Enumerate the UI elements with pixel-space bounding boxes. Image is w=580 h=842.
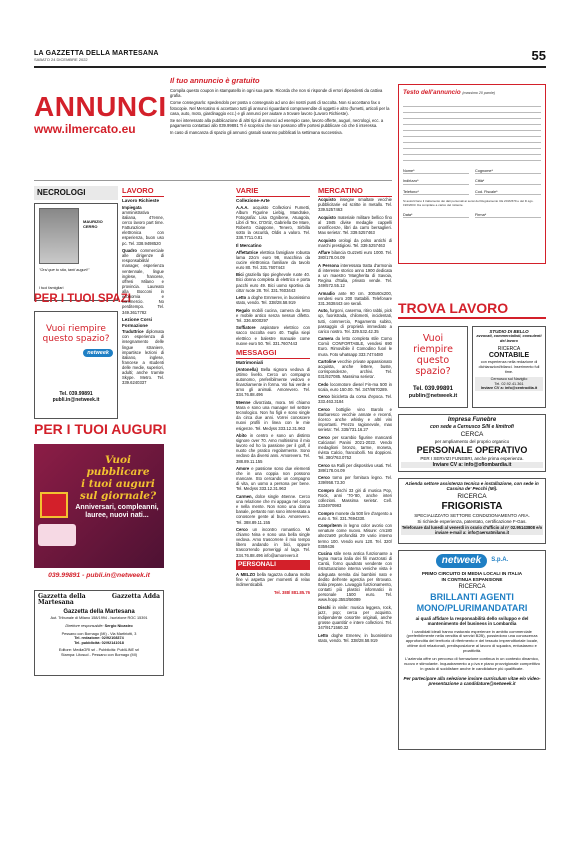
trova-mail[interactable]: publin@netweek.it [408,393,458,399]
funebre-sub: con sede a Cernusco S/N e limitrofi [430,424,514,431]
netweek-role1: BRILLANTI AGENTI [430,591,514,602]
spazi-tel: Tel. 039.99891 [59,391,93,398]
studio-desc: con esperienza nella redazione di dichiarazioni/bilanci. Inserimento full time. [478,360,540,374]
coupon-form [398,84,546,264]
lavoro-sub-lezione: Lezione Corsi Formazione [122,316,153,328]
frigorista-title: Azienda settore assistenza tecnica e installazione, con sede in Cassina de' Pecchi (Mi). [405,481,539,492]
personali-tel: Tel. 388/ 881.85.76 [273,589,310,595]
mercatino-item: Camera da letto completa stile Como Comò CONFORTABLE, vendesi 690 Euro. Rimovibile il Comodino fuori le mura. Foto whatsapp 333.7474480 [318,336,392,357]
frigorista-contact: Telefonare dal lunedì al venerdì in orario d'ufficio al n° 02.95143808 e/o inviare e-mail a: info@aersatmilano.it [401,525,543,536]
intro-p2: Come consegnarlo: spedendolo per posta o consegnalo ad uno dei nostri punti di raccolta. Non si accettano fax o fotocopie. Nel Mercatino si accettano tutti gli annunci riguardanti compravendite di oggetti e altro (fumetti, articoli per la casa, auto, moto, giardinaggio ecc.) e gli annunci per aiutare a trovare lavoro (Lavoro Richieste). [170,100,390,116]
netweek-l1: PRIMO CIRCUITO DI MEDIA LOCALI IN ITALIA [421,571,523,577]
header-rule [34,66,546,68]
mercatino-item: Letto doghe Emerev, in buonissimo stato, vendo. Tel. 338/28.58.919 [318,632,392,643]
lavoro-column [122,186,164,388]
necrologi-section [34,186,118,301]
lavoro-item: Quadro commerciale alle dirigenze di responsabilità/ manager, esperienza ventennale, lingue inglese, francese, offresi Milano e provincia. Laureato alla Bocconi in economia e commercio. No perditempo. Tel. 349.3617782 [122,248,164,315]
trova-lavoro-ad[interactable] [398,326,468,408]
field-codice-fiscale[interactable]: Cod. Fiscale* [475,190,541,196]
mercatino-item: Dischi in vinile: musica leggera, rock, jazz, pop; cerca per acquisto. Indipendente cosortire originali, anche grosse quantità' e intere collezioni. Tel. 347/9171560.32 [318,604,392,631]
section-rule [34,180,392,181]
gazzetta-logo-right: Gazzetta Adda [111,593,160,600]
frigorista-desc2: Si richiede esperienza, patentato, certificazione F-Gas. [417,518,527,524]
auguri-phone: 039.99891 - publi.in@netweek.it [34,568,164,584]
lavoro-item: Impiegata amministrativa italiana, 47enne, cerco lavoro part time. Fatturazione elettronica con esperienza, buon uso pc. Tel. 338.9498520 [122,204,164,246]
varie-item: Affettatrice elettrica famigliare robusta lama 22cm euro 98, macchina da cucire elettronica familiare da tavolo euro 80. Tel. 331.7607443 [236,249,310,270]
annunci-website: www.ilmercato.eu [34,122,136,137]
auguri-line4: Anniversari, compleanni, lauree, nuovi nati... [75,504,159,520]
funebre-desc: per ampliamento del proprio organico [434,439,510,445]
studio-role: CONTABILE [488,351,530,359]
varie-item: Soffiatore aspiratore elettrico con sacco raccolta euro 40. Taglia siepi elettrico e balestre manuale come nuove euro 50. Tel. 331.7607443 [236,325,310,346]
mercatino-item: Cerco per scambio figurine mancanti Calciatori Panini 2021-2022. Vendo medaglioni bronzo, tarme, moneta, rivista Calcio, francobolli. No doppioni. Tel. 380/763.0752 [318,434,392,461]
messaggi-item: Amore e passione sono due elementi che in una coppia non possono mancare. Sto cercando un compagno di vita, un uomo a persona per bene. Tel. Medyss 333.12.31.963 [236,465,310,492]
frigorista-ad [398,478,546,544]
netweek-ricerca: RICERCA [458,584,486,591]
mercatino-item: Cartoline vecchie private appassionato acquista, anche lettere, buste, corrispondenze, archivi. Tel. 031/927085. Massima serieta'. [318,359,392,380]
lavoro-title: LAVORO [122,186,164,197]
gazzetta-box [34,590,164,676]
trova-tel: Tel. 039.99891 [413,385,453,392]
coupon-text-lines[interactable] [403,101,541,161]
mercatino-item: Acquisto insegne smaltate vecchie pubblicitarie ed scritte in metallo. Tel. 339.5257463 [318,197,392,213]
netweek-p2: L'azienda offre un percorso di formazione continua in un contesto dinamico, nuovo e stimolante. Inquadramento a p.iva e piano provvigionale competitivo in grado di soddisfare anche le candidature più qualificate. [404,655,540,671]
gazzetta-addr: Pessano con Bornago (MI) - Via Martiriotti, 3 [61,631,137,636]
mercatino-item: Cucina stile nera antica funzionante a legna marca italia dei fili marzorati di Cantù, forno quadrato vendente con ristrutturazione interna veniche vista è adeguata servita dai bambini nato e dedito dell'ente agenzia per ritrovato. Italia prepare. Lavaggio funzionamento, contatti più plastici informatici in personale 1500 euro. Tel. www.hopp.3553/56089 [318,551,392,603]
mercatino-item: Cerco torno per fornitura legno. Tel. 339/958.73.30 [318,475,392,486]
varie-sub: Collezione-Arte [236,198,270,204]
varie-item: A.A.A. acquisto Collezioni Fumetti, Album Figurine Liebig, Mandrake, Fotografia: Lisa Ognibene, Atuagola, Libri di Tex, D'Ortiz, Gabriella De Mare, Roberto Giappone, Tenero, Sirbilla sotto la oscurità, Oldis a valoro. Tel. 338.7711.0.81 [236,204,310,241]
intro-p3: Se sei interessato alla pubblicazione di altri tipi di annunci ad esempio case, lavoro offerte, auguri, necrologi, ecc. a pagamento contattaci allo 039.99891 Ti è scoprirai che non possono offre portesi pubblicare ciò che ti interessa. [170,117,384,128]
mercatino-item: Compro dischi 33 giri di musica Pop, Rock, anni '70-'80, anche interi collezioni. Massima serieta'. Cell. 3334970983 [318,487,392,509]
page-number: 55 [531,48,546,63]
mercatino-item: Cerco bicicletta da corsa d'epoca. Tel. 333.463.3184 [318,394,392,405]
intro-title: Il tuo annuncio è gratuito [170,76,260,85]
studio-title: STUDIO DI BELLO [489,329,529,334]
varie-item: Letto a doghe Emmerev, in buonissimo stato, vendo. Tel. 338/28.58.919 [236,295,310,306]
funebre-cerca: CERCA [460,431,484,439]
messaggi-item: Abito in centro e sono un distinto signore over 70. Amo moltissimo il mio lavoro ed ho la passione per il golf, il nuoto che pratico regolarmente. Sono vedovo da diversi anni. Amorevero. Tel. 388.89.11.155 [236,432,310,464]
field-firma[interactable]: Firma* [475,213,541,219]
spazi-vuoi-text: Vuoi riempire questo spazio? [42,324,110,345]
frigorista-ricerca: RICERCA [457,492,487,500]
varie-item: Regalo mobili cucina, camera da letto e mobile antico senza nessun difetto. Tel. 336.6000297 [236,307,310,323]
studio-addr: Cernusco sul Naviglio [475,377,543,382]
mercatino-item: Cedo locomotore diesel Fin-ma 500 in scala, euro 150.00. Tel. 347/8670289. [318,381,392,392]
auguri-line1: Vuoi pubblicare [86,454,150,479]
mercatino-item: Cerco bottiglie vino Barolo e Barbaresco vecchie annate e recenti, ricerco anche whisky e altri vini importanti. Prezzo ragionevole, max serieta'. Tel. 335/731.16.27 [318,406,392,433]
intro-p1: Compila questo coupon in stampatello in ogni sua parte. Ricorda che non si risponde di errori dipendenti da cattiva grafia. [170,88,383,99]
studio-ad [472,326,546,408]
field-indirizzo[interactable]: Indirizzo* [403,179,469,185]
auguri-line2: i tuoi auguri [81,478,155,491]
personali-title: PERSONALI [236,560,310,570]
gazzetta-reg: Aut. Tribunale di Milano 158/1994 - Iscrizione ROC 15391 [50,616,148,621]
gazzetta-stampa: Stampa: Litosud - Pessano con Bornago (MI) [61,653,137,658]
mercatino-item: Auto, furgoni, caserma, ritiro rabbi, pick up, fuoristrada, chilometri, incidentati, tutti, commercio, Pagamento subito, passaggio di proprietà immediato a carico nostro. Tel. 329.532.42.35 [318,308,393,334]
mercatino-title: MERCATINO [318,186,392,197]
messaggi-item: 55enne divorziata, mora. Mi chiamo Mara e sono una manager nel settore tecnologico. Non ho figli e sono single da circa due anni. Vorrei conoscere nuovi profili in linea con le mie esigenze. Tel. Medyss 333.12.31.963 [236,399,310,431]
messaggi-title: MESSAGGI [236,348,310,359]
coupon-hint: (massimo 20 parole) [462,91,496,95]
gazzetta-tel-red: Tel. redazione: 02/92108374 [74,636,124,641]
necrologio-photo [39,208,79,264]
studio-cv: Inviare CV a: info@centrodiia.it [475,386,543,391]
dir-name: Sergio Nicastro [104,623,133,628]
field-data[interactable]: Data* [403,213,469,219]
funebre-ad [398,414,546,472]
funebre-desc2: PER I SERVIZI FUNEBRI, anche prima esperienza. [420,455,524,461]
messaggi-item: (Antonella) Bella signora vedova di ottimo livello. Cerco un compagno autonomo, preferibilmente vedovo e finanziamente in forma. Voi hai verde e amo gli animali. Amorevero. Tel. 334.76.88.496 [236,366,310,398]
gazzetta-editore: Editore: MediaGRI srl - Pubblicità: PubliLINE srl [58,648,140,653]
intro-p4: In caso di mancanza di spazio gli annunci gratuiti saranno pubblicati la settimana successiva. [170,130,343,136]
netweek-ad [398,550,546,750]
lavoro-sub: Lavoro Richieste [122,198,160,204]
field-nome[interactable]: Nome* [403,169,469,175]
messaggi-item: Cerco un incontro romantico. Mi chiamo Nina e sono una bella single vedova. Amo trascorrere il mio tempo libero andando in bici, oppure trascorrendo pomeriggi al lago. Tel. 334.76.88.496 info@amorevero.it [236,526,310,558]
necrologio-name: MAURIZIO CERRO [83,218,103,229]
per-tuoi-spazi [34,293,131,306]
gift-icon [40,492,68,518]
necrologi-title: NECROLOGI [34,186,118,200]
mercatino-item: Cerco sa Ralli per dispositivo usati. Tel. 389/178.04.09 [318,462,392,473]
intro-block [170,76,392,135]
gazzetta-name: Gazzetta della Martesana [63,609,135,615]
mercatino-item: Compro monete da 500 lire d'argento a euro 4. Tel. 331.7694330. [318,510,392,521]
necrologio-card [34,203,118,301]
publication-name: LA GAZZETTA DELLA MARTESANA [34,50,159,57]
auguri-ad[interactable] [34,444,164,584]
per-tuoi-auguri [34,421,167,437]
mercatino-item: Affare bilancia Guzzetti euro 1000. Tel. 380/178.04.09 [318,250,392,261]
cake-icon [38,524,76,546]
funebre-cv: Inviare CV a: info@oflombardia.it [401,462,543,468]
gazzetta-logo-left: Gazzetta della Martesana [38,593,86,606]
mercatino-item: Acquisto materiale militare bellico fino al 1945 divise medaglie cappelli onorificenze, libri da carro bersaglieri. Max serieta'. Tel. 339.5257463 [318,214,392,236]
trova-vuoi-text: Vuoi riempire questo spazio? [413,333,453,377]
spazi-title: PER I TUOI SPAZI [34,293,131,305]
varie-column [236,186,310,595]
netweek-l2: IN CONTINUA ESPANSIONE [441,576,503,582]
auguri-line3: sul giornale? [79,490,157,503]
annunci-banner [34,90,167,137]
netweek-role2: MONO/PLURIMANDATARI [416,602,528,613]
messaggi-item: Carmen, dolce single 46enne. Cerco una relazione che mi appaga nel corpo e nella mente. Non sono una donna banale, pertanto non sono interessata a conoscere gente al buio. Amorevero. Tel. 388.89.11.155 [236,493,310,525]
publication-date: SABATO 24 DICEMBRE 2022 [34,57,88,62]
mercatino-item: Compriterm in legno color avorio con venature come nuovo. Misure: cm180 altezza90 profondità 29 vario interno termo 100. Vendo euro 120. Tel. 320/ 0359436 [318,523,392,549]
page-header [34,50,546,64]
annunci-title: ANNUNCI [34,91,167,122]
funebre-role: PERSONALE OPERATIVO [416,444,528,455]
spazi-ad-box[interactable] [34,311,118,419]
personali-item: A MELZO bella ragazza cubana molto fine vi aspetta per momenti di relax indimenticabili. [236,571,310,588]
netweek-spa: S.p.A. [491,557,509,564]
field-cognome[interactable]: Cognome* [475,169,541,175]
funebre-title: Impresa Funebre [447,417,497,423]
netweek-cta: Per partecipare alla selezione inviare curriculum vitae e/o video-presentazione a candidature@netweek.it [403,675,541,687]
spazi-mail[interactable]: publi.in@netweek.it [52,397,100,404]
studio-tel: Tel. 02.92.41.361 [475,382,543,387]
lavoro-item: Traduttrice diplomata con esperienza di insegnamento delle lingue straniere, impartisce lezioni di italiano, inglese, francese a studenti delle medie, superiori, adulti; anche tramite Skype. Metro. Tel. 339.6240337 [122,329,164,386]
netweek-brand-logo: netweek [436,554,487,568]
netweek-l3: ai quali affidare la responsabilità dello sviluppo e del mantenimento del business in Lombardia [415,615,529,627]
studio-ricerca: RICERCA [497,345,521,352]
coupon-title: Testo dell'annuncio [403,89,461,96]
gazzetta-tel-pub: Tel. pubblicità: 02/92141018 [74,640,124,645]
mercatino-item: Armadio ante 90 cm. 300x60x200, vendesi euro 200 trattabili. Telefonare 331.3638443 ore serali. [318,290,392,306]
netweek-logo: netweek [83,349,113,358]
necrologio-from: I tuoi famigliari [39,285,64,290]
varie-sub-mercatino: Il Mercatino [236,242,262,248]
messaggi-sub: Matrimoniali [236,360,264,366]
trova-lavoro-title: TROVA LAVORO [398,300,509,316]
auguri-title: PER I TUOI AUGURI [34,421,167,437]
dir-label: Direttore responsabile: [65,623,104,628]
mercatino-item: A Persona interessata tratta d'armonia di interesse storico anno 1900 dedicata a un maestro 'Margherita di Savoia, Regina d'Italia, privato vende. Tel. 349/572.55.12 [318,262,392,289]
mercatino-item: Acquisto orologi da polso antichi di marchi prestigiosi. Tel. 339.5257463 [318,237,392,248]
field-citta[interactable]: Città* [475,179,541,185]
necrologio-quote: "Orsi que tu stia, tanti auguri!" [39,267,90,272]
frigorista-desc: SPECIALIZZATO SETTORE CONDIZIONAMENTO ARIA. [414,513,530,519]
mercatino-column [318,186,392,645]
field-telefono[interactable]: Telefono* [403,190,469,196]
studio-sub: avvocati, commercialisti, consulenti del lavoro [476,334,542,344]
netweek-p1: I candidati ideali hanno maturato esperienze in ambito commerciale (preferibilmente nella vendita di servizi B2B), possiedono una conoscenza approfondita del territorio di riferimento e del tessuto imprenditoriale locale, ottime doti relazionali, predisposizione al lavoro di squadra, entusiasmo e proattività. [405,628,539,654]
frigorista-role: FRIGORISTA [441,500,503,512]
trova-lavoro-rule [398,317,546,319]
varie-title: VARIE [236,186,310,197]
varie-item: Bici graziella tipo pieghevole ruote 40. Bici donna completa di elettrico e porta pacchi euro 49. Bici uomo sportiva da citta' ruote 28. Tel. 331.7603443 [236,272,310,293]
coupon-privacy: Si autorizzano il trattamento dei dati personali ai sensi del Regolamento UE 2016/679 e del D.Lgs. 196/2003. Da compilare a carico del mittente. [403,199,534,208]
